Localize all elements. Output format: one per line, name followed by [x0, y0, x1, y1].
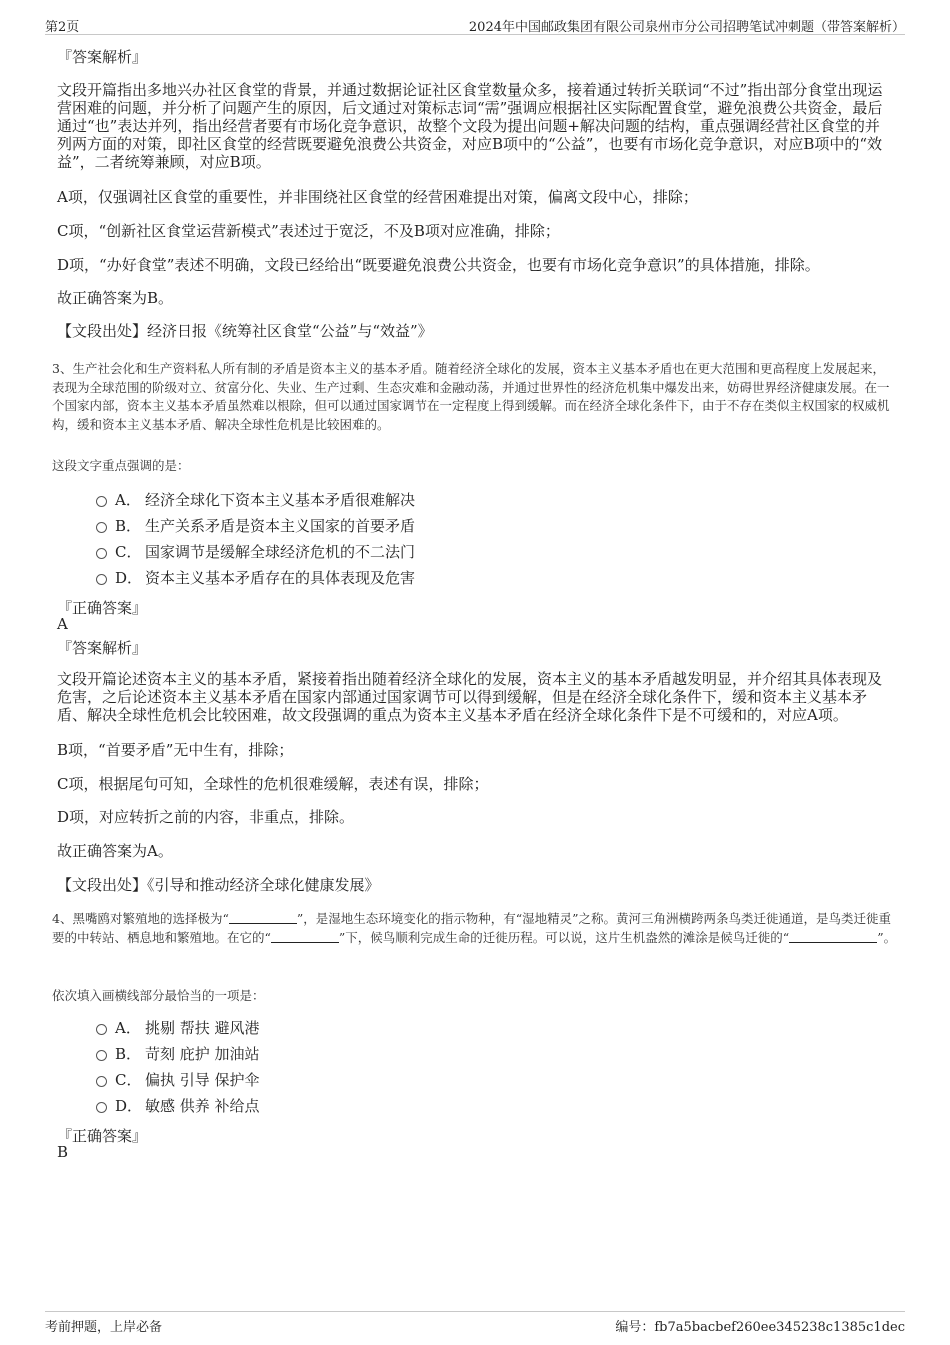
analysis-option-c: C项，“创新社区食堂运营新模式”表述过于宽泛，不及B项对应准确，排除；: [57, 222, 560, 240]
analysis-option-b: B项，“首要矛盾”无中生有，排除；: [57, 741, 294, 759]
page-number: 第2页: [45, 20, 80, 35]
radio-icon[interactable]: [96, 1076, 107, 1087]
radio-icon[interactable]: [96, 1050, 107, 1061]
correct-answer-label: 『正确答案』: [57, 599, 148, 617]
analysis-label: 『答案解析』: [57, 48, 148, 66]
page-header: [45, 14, 905, 35]
radio-icon[interactable]: [96, 548, 107, 559]
radio-icon[interactable]: [96, 1024, 107, 1035]
fill-blank-3: [789, 930, 877, 943]
radio-icon[interactable]: [96, 574, 107, 585]
page-footer: [45, 1311, 905, 1334]
conclusion: 故正确答案为A。: [57, 842, 173, 860]
option-b[interactable]: B． 生产关系矛盾是资本主义国家的首要矛盾: [96, 516, 415, 536]
question-4-text: 4、黑嘴鸥对繁殖地的选择极为“ ”，是湿地生态环境变化的指示物种，有“湿地精灵”之称。黄河三角洲横跨两条鸟类迁徙通道，是鸟类迁徙重要的中转站、栖息地和繁殖地。在它的“ ”下，候鸟顺利完成生命的迁徙历程。可以说，这片生机盎然的滩涂是候鸟迁徙的“ ”。: [52, 911, 897, 945]
correct-answer: A: [57, 615, 68, 633]
analysis-label: 『答案解析』: [57, 639, 148, 657]
option-a[interactable]: A． 挑剔 帮扶 避风港: [96, 1018, 260, 1038]
analysis-paragraph: 文段开篇指出多地兴办社区食堂的背景，并通过数据论证社区食堂数量众多，接着通过转折关联词“不过”指出部分食堂出现运营困难的问题，并分析了问题产生的原因，后文通过对策标志词“需”强调应根据社区实际配置食堂，避免浪费公共资金，最后通过“也”表达并列，指出经营者要有市场化竞争意识，故整个文段为提出问题+解决问题的结构，重点强调经营社区食堂的并列两方面的对策，即社区食堂的经营既要避免浪费公共资金，对应B项中的“公益”，也要有市场化竞争意识，对应B项中的“效益”，二者统筹兼顾，对应B项。: [57, 81, 883, 171]
fill-blank-2: [271, 930, 339, 943]
question-3-text: 3、生产社会化和生产资料私人所有制的矛盾是资本主义的基本矛盾。随着经济全球化的发展，资本主义基本矛盾也在更大范围和更高程度上发展起来，表现为全球范围的阶级对立、贫富分化、失业、生产过剩、生态灾难和金融动荡，并通过世界性的经济危机集中爆发出来，妨碍世界经济健康发展。在一个国家内部，资本主义基本矛盾虽然难以根除，但可以通过国家调节在一定程度上得到缓解。而在经济全球化条件下，由于不存在类似主权国家的权威机构，缓和资本主义基本矛盾、解决全球性危机是比较困难的。: [52, 361, 890, 432]
option-a[interactable]: A． 经济全球化下资本主义基本矛盾很难解决: [96, 490, 415, 510]
radio-icon[interactable]: [96, 496, 107, 507]
analysis-paragraph: 文段开篇论述资本主义的基本矛盾，紧接着指出随着经济全球化的发展，资本主义的基本矛盾越发明显，并介绍其具体表现及危害，之后论述资本主义基本矛盾在国家内部通过国家调节可以得到缓解，但是在经济全球化条件下，缓和资本主义基本矛盾、解决全球性危机会比较困难，故文段强调的重点为资本主义基本矛盾在经济全球化条件下是不可缓和的，对应A项。: [57, 670, 883, 724]
option-d[interactable]: D． 资本主义基本矛盾存在的具体表现及危害: [96, 568, 415, 588]
question-4-prompt: 依次填入画横线部分最恰当的一项是：: [52, 988, 265, 1003]
fill-blank-1: [229, 911, 297, 924]
analysis-option-c: C项，根据尾句可知，全球性的危机很难缓解，表述有误，排除；: [57, 775, 489, 793]
source-citation: 【文段出处】经济日报《统筹社区食堂“公益”与“效益”》: [57, 322, 433, 340]
correct-answer-label: 『正确答案』: [57, 1127, 148, 1145]
radio-icon[interactable]: [96, 1102, 107, 1113]
option-c[interactable]: C． 偏执 引导 保护伞: [96, 1070, 260, 1090]
analysis-option-d: D项，“办好食堂”表述不明确，文段已经给出“既要避免浪费公共资金，也要有市场化竞争意识”的具体措施，排除。: [57, 256, 820, 274]
document-code: 编号：fb7a5bacbef260ee345238c1385c1dec: [615, 1320, 905, 1335]
option-b[interactable]: B． 苛刻 庇护 加油站: [96, 1044, 260, 1064]
correct-answer: B: [57, 1143, 69, 1161]
analysis-option-a: A项，仅强调社区食堂的重要性，并非围绕社区食堂的经营困难提出对策，偏离文段中心，排除；: [57, 188, 698, 206]
question-3-prompt: 这段文字重点强调的是：: [52, 458, 190, 473]
radio-icon[interactable]: [96, 522, 107, 533]
analysis-option-d: D项，对应转折之前的内容，非重点，排除。: [57, 808, 355, 826]
document-title: 2024年中国邮政集团有限公司泉州市分公司招聘笔试冲刺题（带答案解析）: [468, 20, 905, 35]
option-d[interactable]: D． 敏感 供养 补给点: [96, 1096, 260, 1116]
option-c[interactable]: C． 国家调节是缓解全球经济危机的不二法门: [96, 542, 415, 562]
conclusion: 故正确答案为B。: [57, 289, 174, 307]
footer-slogan: 考前押题，上岸必备: [45, 1320, 163, 1335]
source-citation: 【文段出处】《引导和推动经济全球化健康发展》: [57, 876, 380, 894]
